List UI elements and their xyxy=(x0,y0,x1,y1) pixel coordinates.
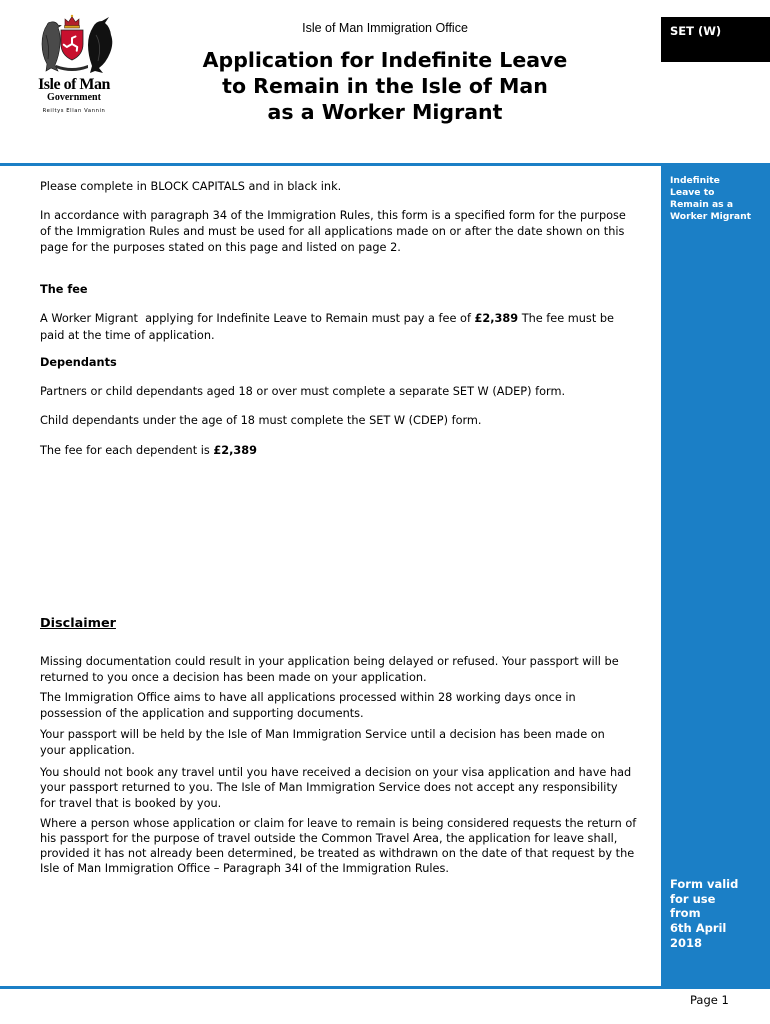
fee-amount: £2,389 xyxy=(474,312,519,325)
disclaimer-paragraph xyxy=(40,690,576,722)
sidebar-title-line: Worker Migrant xyxy=(670,211,752,222)
crown-icon xyxy=(65,15,80,28)
title-line: Application for Indefinite Leave xyxy=(202,48,568,72)
logo-motto: Reiltys Ellan Vannin xyxy=(42,108,106,114)
partners-text xyxy=(40,384,565,400)
disclaimer-paragraph xyxy=(40,654,619,686)
accordance-line: of the Immigration Rules and must be used for all applications made on or after the date shown on this xyxy=(40,225,625,238)
isle-of-man-government-logo xyxy=(30,13,118,117)
disclaimer-line: Where a person whose application or claim for leave to remain is being considered requests the return of xyxy=(40,816,637,830)
fee-line xyxy=(40,310,614,327)
disclaimer-line: Isle of Man Immigration Office – Paragraph 34I of the Immigration Rules. xyxy=(40,861,449,875)
fee-text-continued: The fee must be xyxy=(518,312,614,325)
disclaimer-line: You should not book any travel until you have received a decision on your visa application and have had xyxy=(40,765,632,779)
validity-line: 6th April xyxy=(670,921,727,936)
disclaimer-paragraph xyxy=(40,727,605,759)
disclaimer-line: returned to you once a decision has been made on your application. xyxy=(40,671,427,684)
disclaimer-paragraph xyxy=(40,765,631,812)
crest-icon xyxy=(32,13,116,75)
disclaimer-line: his passport for the purpose of travel outside the Common Travel Area, the application for leave shall, xyxy=(40,831,618,845)
form-code-box xyxy=(661,17,770,62)
accordance-paragraph xyxy=(40,208,626,256)
children-text xyxy=(40,413,482,429)
sidebar-title-line: Indefinite xyxy=(670,175,720,186)
title-line: as a Worker Migrant xyxy=(267,100,503,124)
dependant-fee-line xyxy=(40,443,257,459)
dependant-fee-amount: £2,389 xyxy=(213,444,257,457)
sidebar-title-line: Leave to xyxy=(670,187,715,198)
children-line: Child dependants under the age of 18 must complete the SET W (CDEP) form. xyxy=(40,414,482,427)
sidebar-form-title xyxy=(670,175,751,223)
page-number: Page 1 xyxy=(690,993,729,1007)
disclaimer-line: your passport returned to you. The Isle of Man Immigration Service does not accept any responsibility xyxy=(40,781,618,794)
disclaimer-line: possession of the application and supporting documents. xyxy=(40,707,364,720)
validity-line: for use xyxy=(670,891,716,906)
top-divider xyxy=(0,163,770,166)
partners-line: Partners or child dependants aged 18 or over must complete a separate SET W (ADEP) form. xyxy=(40,385,566,398)
title-line: to Remain in the Isle of Man xyxy=(222,74,548,98)
disclaimer-line: for travel that is booked by you. xyxy=(40,796,222,810)
dependant-fee-text xyxy=(40,443,257,459)
dependant-fee-label: The fee for each dependent is xyxy=(40,444,214,457)
bottom-divider xyxy=(0,986,770,989)
disclaimer-line: your application. xyxy=(40,744,135,757)
logo-name: Isle of Man xyxy=(38,76,110,93)
sidebar-validity xyxy=(670,877,738,951)
office-name: Isle of Man Immigration Office xyxy=(302,21,468,35)
accordance-line: page for the purposes stated on this page and listed on page 2. xyxy=(40,241,401,254)
disclaimer-line: Missing documentation could result in your application being delayed or refused. Your passport will be xyxy=(40,655,619,668)
validity-line: 2018 xyxy=(670,935,703,950)
validity-line: Form valid xyxy=(670,877,739,891)
instruction-line: Please complete in BLOCK CAPITALS and in black ink. xyxy=(40,180,342,193)
logo-motto-graphic xyxy=(30,106,118,114)
form-code: SET (W) xyxy=(670,24,722,38)
logo-department: Government xyxy=(47,92,101,103)
disclaimer-line: provided it has not already been determined, be treated as withdrawn on the date of that request by the xyxy=(40,846,635,860)
fee-text: A Worker Migrant applying for Indefinite Leave to Remain must pay a fee of xyxy=(40,312,475,325)
disclaimer-line: Your passport will be held by the Isle of Man Immigration Service until a decision has been made on xyxy=(40,728,605,741)
fee-heading: The fee xyxy=(40,283,88,296)
disclaimer-paragraph xyxy=(40,816,636,876)
validity-line: from xyxy=(670,906,701,921)
page-title xyxy=(150,47,620,125)
sidebar-title-line: Remain as a xyxy=(670,199,734,210)
sidebar xyxy=(661,166,770,986)
dependants-heading: Dependants xyxy=(40,356,117,369)
instruction-text xyxy=(40,179,341,195)
disclaimer-heading: Disclaimer xyxy=(40,616,116,631)
disclaimer-line: The Immigration Office aims to have all applications processed within 28 working days once in xyxy=(40,691,576,704)
fee-line: paid at the time of application. xyxy=(40,329,215,342)
fee-paragraph xyxy=(40,310,614,344)
accordance-line: In accordance with paragraph 34 of the Immigration Rules, this form is a specified form for the purpose xyxy=(40,209,626,222)
